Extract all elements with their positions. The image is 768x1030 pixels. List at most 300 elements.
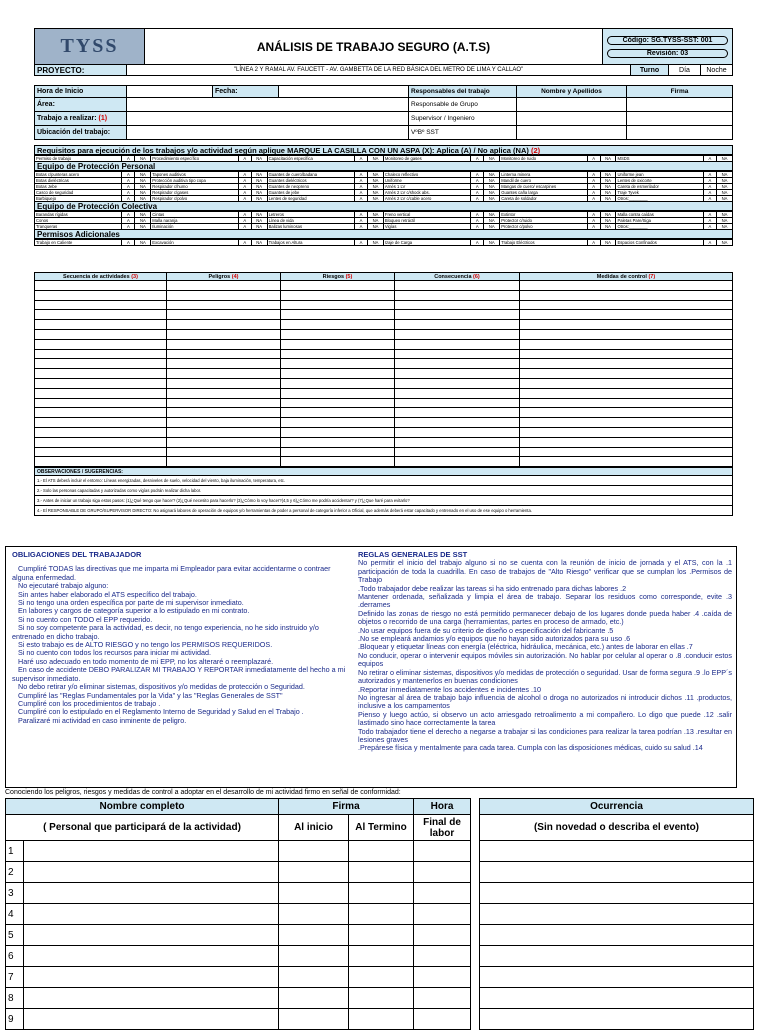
activity-cell[interactable]	[520, 310, 733, 320]
activity-cell[interactable]	[35, 369, 167, 379]
firma-termino-field[interactable]	[349, 988, 414, 1009]
activity-cell[interactable]	[167, 437, 281, 447]
no-aplica-checkbox[interactable]: NA	[716, 240, 732, 246]
activity-cell[interactable]	[395, 369, 520, 379]
activity-cell[interactable]	[520, 369, 733, 379]
aplica-checkbox[interactable]: A	[703, 196, 716, 202]
no-aplica-checkbox[interactable]: NA	[135, 212, 151, 218]
aplica-checkbox[interactable]: A	[122, 212, 135, 218]
activity-cell[interactable]	[167, 447, 281, 457]
no-aplica-checkbox[interactable]: NA	[600, 224, 616, 230]
signature-row	[6, 862, 471, 883]
aplica-checkbox[interactable]: A	[122, 218, 135, 224]
no-aplica-checkbox[interactable]: NA	[716, 178, 732, 184]
activity-cell[interactable]	[35, 447, 167, 457]
aplica-checkbox[interactable]: A	[471, 224, 484, 230]
no-aplica-checkbox[interactable]: NA	[135, 172, 151, 178]
no-aplica-checkbox[interactable]: NA	[600, 196, 616, 202]
aplica-checkbox[interactable]: A	[354, 224, 367, 230]
no-aplica-checkbox[interactable]: NA	[484, 218, 500, 224]
aplica-checkbox[interactable]: A	[354, 196, 367, 202]
aplica-checkbox[interactable]: A	[122, 178, 135, 184]
no-aplica-checkbox[interactable]: NA	[368, 184, 384, 190]
nombre-field[interactable]	[24, 946, 279, 967]
ubicacion-field[interactable]	[127, 126, 409, 140]
activity-cell[interactable]	[395, 359, 520, 369]
aplica-checkbox[interactable]: A	[471, 156, 484, 162]
activity-cell[interactable]	[520, 349, 733, 359]
no-aplica-checkbox[interactable]: NA	[251, 178, 267, 184]
aplica-checkbox[interactable]: A	[587, 184, 600, 190]
firma-inicio-field[interactable]	[279, 862, 349, 883]
aplica-checkbox[interactable]: A	[238, 172, 251, 178]
no-aplica-checkbox[interactable]: NA	[368, 218, 384, 224]
activity-cell[interactable]	[520, 290, 733, 300]
ocurrencia-field[interactable]	[480, 883, 754, 904]
activity-cell[interactable]	[167, 349, 281, 359]
hora-final-field[interactable]	[414, 841, 471, 862]
activity-cell[interactable]	[395, 388, 520, 398]
aplica-checkbox[interactable]: A	[471, 178, 484, 184]
activity-cell[interactable]	[520, 427, 733, 437]
activity-cell[interactable]	[35, 427, 167, 437]
obligacion-item: No ejecutaré trabajo alguno:	[18, 581, 109, 591]
activities-col-header: Peligros (4)	[167, 273, 281, 281]
activity-cell[interactable]	[395, 290, 520, 300]
aplica-checkbox[interactable]: A	[122, 196, 135, 202]
no-aplica-checkbox[interactable]: NA	[600, 240, 616, 246]
requirement-label: Conos	[35, 218, 122, 224]
no-aplica-checkbox[interactable]: NA	[368, 224, 384, 230]
resp-grupo-sign[interactable]	[627, 98, 733, 112]
activity-cell[interactable]	[395, 339, 520, 349]
activity-cell[interactable]	[167, 457, 281, 467]
activity-row	[35, 427, 733, 437]
activity-cell[interactable]	[281, 447, 395, 457]
activity-cell[interactable]	[395, 457, 520, 467]
aplica-checkbox[interactable]: A	[703, 172, 716, 178]
aplica-checkbox[interactable]: A	[238, 212, 251, 218]
activity-cell[interactable]	[520, 408, 733, 418]
aplica-checkbox[interactable]: A	[471, 196, 484, 202]
requirement-label: Careta de esmerilador	[616, 184, 703, 190]
activity-cell[interactable]	[281, 300, 395, 310]
activity-cell[interactable]	[395, 418, 520, 428]
firma-inicio-field[interactable]	[279, 946, 349, 967]
no-aplica-checkbox[interactable]: NA	[716, 224, 732, 230]
no-aplica-checkbox[interactable]: NA	[600, 172, 616, 178]
activity-cell[interactable]	[395, 329, 520, 339]
no-aplica-checkbox[interactable]: NA	[368, 172, 384, 178]
ocurrencia-field[interactable]	[480, 946, 754, 967]
activity-cell[interactable]	[167, 310, 281, 320]
aplica-checkbox[interactable]: A	[587, 212, 600, 218]
hora-final-field[interactable]	[414, 862, 471, 883]
aplica-checkbox[interactable]: A	[587, 172, 600, 178]
activity-cell[interactable]	[281, 457, 395, 467]
requirement-label: Uniforme	[383, 178, 470, 184]
requirement-label: Otros:________	[616, 224, 703, 230]
firma-inicio-field[interactable]	[279, 841, 349, 862]
no-aplica-checkbox[interactable]: NA	[135, 240, 151, 246]
activity-cell[interactable]	[395, 447, 520, 457]
aplica-checkbox[interactable]: A	[703, 190, 716, 196]
activity-cell[interactable]	[281, 320, 395, 330]
activity-cell[interactable]	[35, 339, 167, 349]
ocurrencia-field[interactable]	[480, 988, 754, 1009]
firma-inicio-field[interactable]	[279, 1009, 349, 1030]
no-aplica-checkbox[interactable]: NA	[484, 190, 500, 196]
hora-final-field[interactable]	[414, 988, 471, 1009]
vobo-sst-name[interactable]	[517, 126, 627, 140]
aplica-checkbox[interactable]: A	[354, 184, 367, 190]
activity-cell[interactable]	[281, 418, 395, 428]
aplica-checkbox[interactable]: A	[587, 240, 600, 246]
activity-cell[interactable]	[167, 290, 281, 300]
no-aplica-checkbox[interactable]: NA	[716, 156, 732, 162]
signature-row	[6, 925, 471, 946]
no-aplica-checkbox[interactable]: NA	[135, 218, 151, 224]
activity-cell[interactable]	[281, 427, 395, 437]
activity-cell[interactable]	[395, 310, 520, 320]
no-aplica-checkbox[interactable]: NA	[135, 196, 151, 202]
firma-inicio-field[interactable]	[279, 967, 349, 988]
aplica-checkbox[interactable]: A	[238, 240, 251, 246]
activity-cell[interactable]	[281, 281, 395, 291]
activity-cell[interactable]	[167, 300, 281, 310]
nombre-field[interactable]	[24, 967, 279, 988]
ocurrencia-field[interactable]	[480, 904, 754, 925]
activity-cell[interactable]	[35, 418, 167, 428]
nombre-field[interactable]	[24, 925, 279, 946]
activity-cell[interactable]	[520, 388, 733, 398]
firma-termino-field[interactable]	[349, 883, 414, 904]
no-aplica-checkbox[interactable]: NA	[251, 156, 267, 162]
firma-termino-field[interactable]	[349, 1009, 414, 1030]
no-aplica-checkbox[interactable]: NA	[716, 196, 732, 202]
activity-cell[interactable]	[167, 398, 281, 408]
no-aplica-checkbox[interactable]: NA	[368, 196, 384, 202]
no-aplica-checkbox[interactable]: NA	[251, 218, 267, 224]
activity-cell[interactable]	[35, 398, 167, 408]
activity-cell[interactable]	[35, 320, 167, 330]
aplica-checkbox[interactable]: A	[122, 240, 135, 246]
aplica-checkbox[interactable]: A	[238, 196, 251, 202]
aplica-checkbox[interactable]: A	[703, 212, 716, 218]
activities-col-header: Secuencia de actividades (3)	[35, 273, 167, 281]
aplica-checkbox[interactable]: A	[122, 156, 135, 162]
trabajo-field[interactable]	[127, 112, 409, 126]
no-aplica-checkbox[interactable]: NA	[600, 184, 616, 190]
activity-cell[interactable]	[35, 349, 167, 359]
activity-cell[interactable]	[35, 300, 167, 310]
activity-cell[interactable]	[395, 437, 520, 447]
activity-cell[interactable]	[520, 447, 733, 457]
aplica-checkbox[interactable]: A	[238, 156, 251, 162]
aplica-checkbox[interactable]: A	[238, 184, 251, 190]
aplica-checkbox[interactable]: A	[471, 218, 484, 224]
no-aplica-checkbox[interactable]: NA	[716, 212, 732, 218]
no-aplica-checkbox[interactable]: NA	[135, 190, 151, 196]
no-aplica-checkbox[interactable]: NA	[716, 218, 732, 224]
no-aplica-checkbox[interactable]: NA	[600, 218, 616, 224]
no-aplica-checkbox[interactable]: NA	[135, 178, 151, 184]
ocurrencia-field[interactable]	[480, 967, 754, 988]
activity-cell[interactable]	[395, 349, 520, 359]
activity-cell[interactable]	[35, 378, 167, 388]
aplica-checkbox[interactable]: A	[122, 190, 135, 196]
aplica-checkbox[interactable]: A	[122, 184, 135, 190]
requirement-label: Chaleco reflectivo	[383, 172, 470, 178]
activity-cell[interactable]	[167, 329, 281, 339]
aplica-checkbox[interactable]: A	[587, 178, 600, 184]
aplica-checkbox[interactable]: A	[471, 212, 484, 218]
aplica-checkbox[interactable]: A	[354, 218, 367, 224]
aplica-checkbox[interactable]: A	[471, 184, 484, 190]
activity-cell[interactable]	[281, 378, 395, 388]
aplica-checkbox[interactable]: A	[587, 218, 600, 224]
activity-cell[interactable]	[167, 427, 281, 437]
firma-termino-field[interactable]	[349, 967, 414, 988]
activity-cell[interactable]	[395, 320, 520, 330]
fecha-field[interactable]	[279, 86, 409, 98]
ocurrencia-field[interactable]	[480, 841, 754, 862]
regla-item: .No se empleará andamios y/o equipos que no hayan sido autorizados para su uso .6	[358, 634, 631, 644]
activity-cell[interactable]	[395, 378, 520, 388]
activity-cell[interactable]	[395, 281, 520, 291]
aplica-checkbox[interactable]: A	[587, 190, 600, 196]
activities-col-header: Medidas de control (7)	[520, 273, 733, 281]
aplica-checkbox[interactable]: A	[354, 178, 367, 184]
nombre-field[interactable]	[24, 988, 279, 1009]
activity-cell[interactable]	[35, 359, 167, 369]
activity-cell[interactable]	[281, 290, 395, 300]
firma-termino-field[interactable]	[349, 841, 414, 862]
no-aplica-checkbox[interactable]: NA	[484, 172, 500, 178]
turno-noche[interactable]: Noche	[701, 65, 733, 76]
activity-cell[interactable]	[520, 329, 733, 339]
aplica-checkbox[interactable]: A	[587, 196, 600, 202]
firma-termino-field[interactable]	[349, 862, 414, 883]
activity-cell[interactable]	[281, 408, 395, 418]
no-aplica-checkbox[interactable]: NA	[600, 212, 616, 218]
activity-cell[interactable]	[281, 398, 395, 408]
no-aplica-checkbox[interactable]: NA	[368, 178, 384, 184]
activity-cell[interactable]	[167, 408, 281, 418]
nombre-field[interactable]	[24, 1009, 279, 1030]
activity-cell[interactable]	[520, 281, 733, 291]
aplica-checkbox[interactable]: A	[703, 218, 716, 224]
epp-title: Equipo de Protección Personal	[34, 162, 733, 171]
no-aplica-checkbox[interactable]: NA	[251, 240, 267, 246]
turno-dia[interactable]: Día	[669, 65, 701, 76]
no-aplica-checkbox[interactable]: NA	[251, 224, 267, 230]
no-aplica-checkbox[interactable]: NA	[600, 190, 616, 196]
firma-inicio-field[interactable]	[279, 883, 349, 904]
activity-cell[interactable]	[167, 339, 281, 349]
activity-cell[interactable]	[281, 437, 395, 447]
hora-final-field[interactable]	[414, 967, 471, 988]
supervisor-name[interactable]	[517, 112, 627, 126]
activity-cell[interactable]	[167, 281, 281, 291]
no-aplica-checkbox[interactable]: NA	[716, 190, 732, 196]
no-aplica-checkbox[interactable]: NA	[368, 156, 384, 162]
regla-item: Todo trabajador tiene el derecho a negarse a trabajar si las condiciones para realizar la tarea podrían .13 .resultar en lesiones graves	[358, 726, 732, 744]
activity-cell[interactable]	[167, 369, 281, 379]
activity-cell[interactable]	[281, 349, 395, 359]
no-aplica-checkbox[interactable]: NA	[716, 184, 732, 190]
no-aplica-checkbox[interactable]: NA	[251, 212, 267, 218]
aplica-checkbox[interactable]: A	[471, 240, 484, 246]
hora-final-field[interactable]	[414, 883, 471, 904]
aplica-checkbox[interactable]: A	[587, 224, 600, 230]
activity-cell[interactable]	[520, 339, 733, 349]
row-number: 8	[6, 988, 24, 1009]
aplica-checkbox[interactable]: A	[703, 224, 716, 230]
activity-row	[35, 290, 733, 300]
area-field[interactable]	[127, 98, 409, 112]
activity-cell[interactable]	[167, 388, 281, 398]
reglas-panel	[354, 547, 736, 787]
aplica-checkbox[interactable]: A	[703, 184, 716, 190]
activity-cell[interactable]	[395, 408, 520, 418]
no-aplica-checkbox[interactable]: NA	[484, 178, 500, 184]
aplica-checkbox[interactable]: A	[354, 240, 367, 246]
activity-cell[interactable]	[35, 329, 167, 339]
ocurrencia-field[interactable]	[480, 925, 754, 946]
activity-cell[interactable]	[520, 320, 733, 330]
no-aplica-checkbox[interactable]: NA	[251, 184, 267, 190]
aplica-checkbox[interactable]: A	[471, 172, 484, 178]
activity-cell[interactable]	[395, 427, 520, 437]
aplica-checkbox[interactable]: A	[703, 240, 716, 246]
activity-cell[interactable]	[281, 310, 395, 320]
nombre-field[interactable]	[24, 883, 279, 904]
no-aplica-checkbox[interactable]: NA	[600, 178, 616, 184]
no-aplica-checkbox[interactable]: NA	[716, 172, 732, 178]
activity-cell[interactable]	[281, 388, 395, 398]
aplica-checkbox[interactable]: A	[238, 190, 251, 196]
activity-cell[interactable]	[35, 281, 167, 291]
resp-grupo-name[interactable]	[517, 98, 627, 112]
firma-termino-field[interactable]	[349, 946, 414, 967]
requirement-label: Trabajo en Caliente	[35, 240, 122, 246]
no-aplica-checkbox[interactable]: NA	[484, 184, 500, 190]
activity-cell[interactable]	[520, 398, 733, 408]
firma-inicio-field[interactable]	[279, 904, 349, 925]
requirement-label: Vigías	[383, 224, 470, 230]
ocurrencia-field[interactable]	[480, 862, 754, 883]
activity-cell[interactable]	[520, 437, 733, 447]
activity-cell[interactable]	[35, 408, 167, 418]
epc-row	[35, 224, 733, 230]
aplica-checkbox[interactable]: A	[238, 178, 251, 184]
firma-inicio-field[interactable]	[279, 925, 349, 946]
aplica-checkbox[interactable]: A	[354, 156, 367, 162]
hora-final-field[interactable]	[414, 925, 471, 946]
aplica-checkbox[interactable]: A	[703, 178, 716, 184]
hora-inicio-field[interactable]	[127, 86, 213, 98]
no-aplica-checkbox[interactable]: NA	[484, 156, 500, 162]
no-aplica-checkbox[interactable]: NA	[135, 156, 151, 162]
activity-cell[interactable]	[281, 329, 395, 339]
aplica-checkbox[interactable]: A	[238, 218, 251, 224]
aplica-checkbox[interactable]: A	[587, 156, 600, 162]
activity-cell[interactable]	[520, 300, 733, 310]
no-aplica-checkbox[interactable]: NA	[484, 212, 500, 218]
firma-termino-field[interactable]	[349, 925, 414, 946]
hora-final-field[interactable]	[414, 904, 471, 925]
ocurrencia-field[interactable]	[480, 1009, 754, 1030]
signature-row	[6, 1009, 471, 1030]
no-aplica-checkbox[interactable]: NA	[368, 190, 384, 196]
activity-cell[interactable]	[167, 320, 281, 330]
activity-cell[interactable]	[281, 369, 395, 379]
no-aplica-checkbox[interactable]: NA	[135, 184, 151, 190]
activity-cell[interactable]	[520, 378, 733, 388]
activity-cell[interactable]	[520, 457, 733, 467]
requirement-label: Barbiquejo	[35, 196, 122, 202]
activity-cell[interactable]	[281, 359, 395, 369]
activity-cell[interactable]	[520, 359, 733, 369]
activity-cell[interactable]	[35, 388, 167, 398]
firma-inicio-field[interactable]	[279, 988, 349, 1009]
vobo-sst-sign[interactable]	[627, 126, 733, 140]
no-aplica-checkbox[interactable]: NA	[600, 156, 616, 162]
no-aplica-checkbox[interactable]: NA	[484, 196, 500, 202]
no-aplica-checkbox[interactable]: NA	[484, 240, 500, 246]
activity-cell[interactable]	[520, 418, 733, 428]
no-aplica-checkbox[interactable]: NA	[251, 196, 267, 202]
aplica-checkbox[interactable]: A	[122, 172, 135, 178]
no-aplica-checkbox[interactable]: NA	[484, 224, 500, 230]
no-aplica-checkbox[interactable]: NA	[368, 212, 384, 218]
aplica-checkbox[interactable]: A	[354, 212, 367, 218]
aplica-checkbox[interactable]: A	[354, 172, 367, 178]
no-aplica-checkbox[interactable]: NA	[368, 240, 384, 246]
aplica-checkbox[interactable]: A	[238, 224, 251, 230]
supervisor-sign[interactable]	[627, 112, 733, 126]
no-aplica-checkbox[interactable]: NA	[135, 224, 151, 230]
requirement-label: Malla contra caídas	[616, 212, 703, 218]
activity-cell[interactable]	[167, 418, 281, 428]
aplica-checkbox[interactable]: A	[354, 190, 367, 196]
hora-final-field[interactable]	[414, 1009, 471, 1030]
requirement-label: Monitoreo de ruido	[500, 156, 587, 162]
hora-final-field[interactable]	[414, 946, 471, 967]
nombre-field[interactable]	[24, 862, 279, 883]
requirement-label: Permiso de trabajo	[35, 156, 122, 162]
activity-cell[interactable]	[35, 437, 167, 447]
aplica-checkbox[interactable]: A	[703, 156, 716, 162]
no-aplica-checkbox[interactable]: NA	[251, 172, 267, 178]
activity-cell[interactable]	[281, 339, 395, 349]
activity-cell[interactable]	[395, 398, 520, 408]
activity-cell[interactable]	[35, 457, 167, 467]
nombre-field[interactable]	[24, 904, 279, 925]
obligacion-item: Si no tengo una orden específica por parte de mi supervisor inmediato.	[18, 598, 244, 608]
activity-cell[interactable]	[395, 300, 520, 310]
aplica-checkbox[interactable]: A	[471, 190, 484, 196]
activity-cell[interactable]	[167, 359, 281, 369]
activity-cell[interactable]	[35, 290, 167, 300]
activity-cell[interactable]	[35, 310, 167, 320]
nombre-field[interactable]	[24, 841, 279, 862]
firma-termino-field[interactable]	[349, 904, 414, 925]
activity-cell[interactable]	[167, 378, 281, 388]
no-aplica-checkbox[interactable]: NA	[251, 190, 267, 196]
aplica-checkbox[interactable]: A	[122, 224, 135, 230]
